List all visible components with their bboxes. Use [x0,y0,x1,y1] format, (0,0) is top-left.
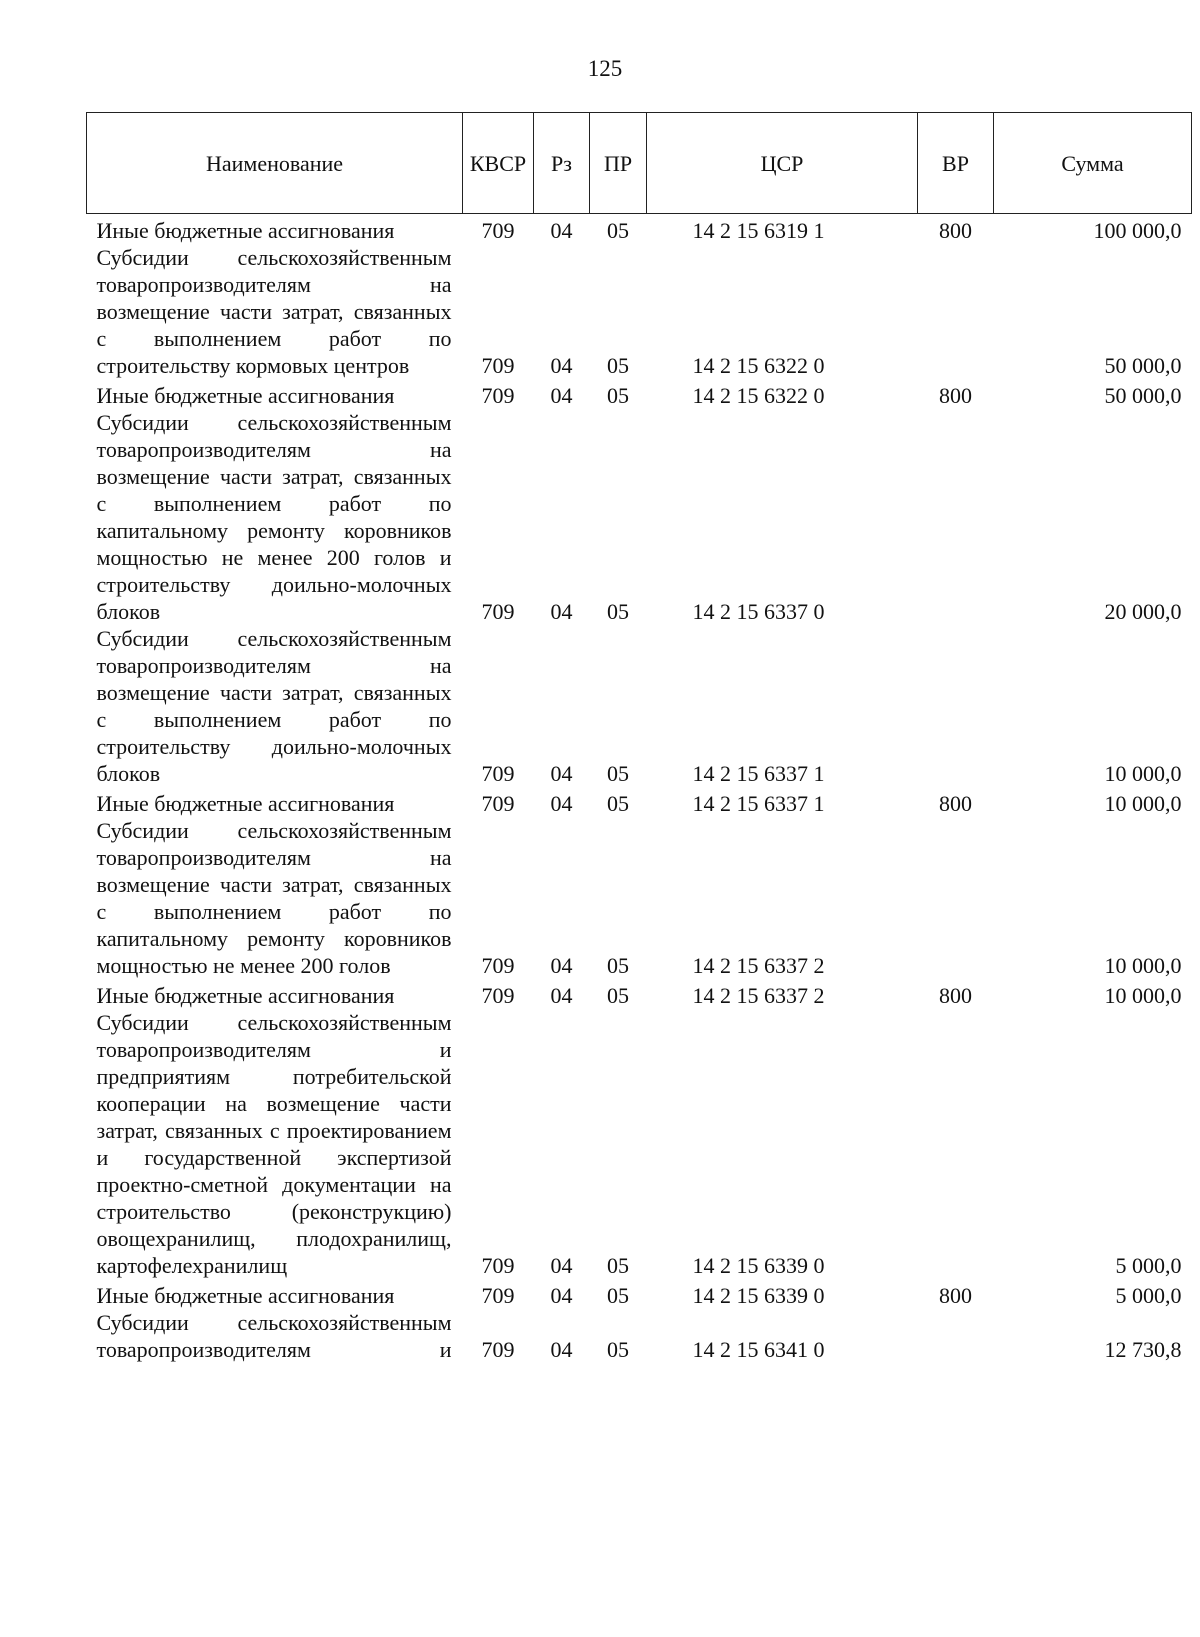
row-rz: 04 [550,1282,573,1308]
row-vr: 800 [939,790,972,816]
row-name: Субсидии сельскохозяйственным товаропроизводителям на возмещение части затрат, связанных с выполнением работ по строительству кормовых центров [96,244,452,378]
row-pr: 05 [607,382,629,408]
row-csr: 14 2 15 6322 0 [692,382,825,408]
row-pr: 05 [607,217,629,243]
row-csr: 14 2 15 6337 1 [692,760,825,786]
row-vr: 800 [939,217,972,243]
budget-table [86,112,1192,1363]
row-name: Иные бюджетные ассигнования [96,982,395,1008]
row-name: Субсидии сельскохозяйственным товаропроизводителям на возмещение части затрат, связанных с выполнением работ по капитальному ремонту коровников мощностью не менее 200 голов и строительству доильно-молочных блоков [96,409,452,624]
row-rz: 04 [550,1336,573,1362]
row-sum: 10 000,0 [1104,760,1182,786]
row-sum: 100 000,0 [1093,217,1182,243]
row-sum: 10 000,0 [1104,952,1182,978]
row-rz: 04 [550,1252,573,1278]
row-sum: 10 000,0 [1104,982,1182,1008]
row-rz: 04 [550,217,573,243]
row-kvsr: 709 [481,352,515,378]
row-rz: 04 [550,382,573,408]
table-row [87,787,1192,817]
row-name: Иные бюджетные ассигнования [96,790,395,816]
row-csr: 14 2 15 6322 0 [692,352,825,378]
table-row [87,979,1192,1009]
header-name: Наименование [87,113,463,214]
row-name: Субсидии сельскохозяйственным товаропроизводителям и [96,1309,452,1362]
row-name: Иные бюджетные ассигнования [96,217,395,243]
row-vr: 800 [939,1282,972,1308]
table-row [87,379,1192,409]
row-vr [918,817,994,979]
table-row [87,625,1192,787]
row-sum: 50 000,0 [1104,352,1182,378]
row-vr [918,244,994,379]
row-kvsr: 709 [481,790,515,816]
row-csr: 14 2 15 6339 0 [692,1252,825,1278]
row-sum: 12 730,8 [1104,1336,1182,1362]
row-rz: 04 [550,952,573,978]
row-kvsr: 709 [481,760,515,786]
header-sum: Сумма [994,113,1192,214]
row-kvsr: 709 [481,1252,515,1278]
row-kvsr: 709 [481,952,515,978]
row-csr: 14 2 15 6337 1 [692,790,825,816]
row-kvsr: 709 [481,382,515,408]
row-name: Иные бюджетные ассигнования [96,1282,395,1308]
table-row [87,409,1192,625]
row-sum: 5 000,0 [1115,1282,1182,1308]
row-vr [918,1009,994,1279]
row-csr: 14 2 15 6341 0 [692,1336,825,1362]
row-vr [918,409,994,625]
row-csr: 14 2 15 6339 0 [692,1282,825,1308]
row-rz: 04 [550,760,573,786]
row-sum: 10 000,0 [1104,790,1182,816]
row-pr: 05 [607,1336,629,1362]
row-rz: 04 [550,352,573,378]
row-csr: 14 2 15 6337 0 [692,598,825,624]
row-sum: 20 000,0 [1104,598,1182,624]
table-row [87,1009,1192,1279]
table-row [87,214,1192,244]
header-pr: ПР [590,113,647,214]
table-row [87,244,1192,379]
row-kvsr: 709 [481,982,515,1008]
header-vr: ВР [918,113,994,214]
row-rz: 04 [550,790,573,816]
header-csr: ЦСР [647,113,918,214]
row-name: Субсидии сельскохозяйственным товаропроизводителям на возмещение части затрат, связанных с выполнением работ по капитальному ремонту коровников мощностью не менее 200 голов [96,817,452,978]
row-pr: 05 [607,982,629,1008]
row-name: Субсидии сельскохозяйственным товаропроизводителям и предприятиям потребительской кооперации на возмещение части затрат, связанных с проектированием и государственной экспертизой проектно-сметной документации на строительство (реконструкцию) овощехранилищ, плодохранилищ, картофелехранилищ [96,1009,452,1278]
row-pr: 05 [607,1282,629,1308]
header-rz: Рз [534,113,590,214]
row-pr: 05 [607,952,629,978]
row-name: Иные бюджетные ассигнования [96,382,395,408]
row-csr: 14 2 15 6319 1 [692,217,825,243]
row-pr: 05 [607,352,629,378]
table-row [87,1309,1192,1363]
table-header [87,113,1192,214]
row-vr [918,1309,994,1363]
row-vr: 800 [939,982,972,1008]
row-kvsr: 709 [481,598,515,624]
row-csr: 14 2 15 6337 2 [692,982,825,1008]
row-csr: 14 2 15 6337 2 [692,952,825,978]
row-vr: 800 [939,382,972,408]
row-pr: 05 [607,598,629,624]
row-rz: 04 [550,982,573,1008]
row-pr: 05 [607,790,629,816]
row-kvsr: 709 [481,1282,515,1308]
row-pr: 05 [607,1252,629,1278]
row-kvsr: 709 [481,217,515,243]
table-row [87,817,1192,979]
row-vr [918,625,994,787]
row-sum: 5 000,0 [1115,1252,1182,1278]
row-sum: 50 000,0 [1104,382,1182,408]
row-rz: 04 [550,598,573,624]
row-pr: 05 [607,760,629,786]
row-name: Субсидии сельскохозяйственным товаропроизводителям на возмещение части затрат, связанных с выполнением работ по строительству доильно-молочных блоков [96,625,452,786]
row-kvsr: 709 [481,1336,515,1362]
table-row [87,1279,1192,1309]
header-kvsr: КВСР [463,113,534,214]
page-number: 125 [587,56,623,81]
